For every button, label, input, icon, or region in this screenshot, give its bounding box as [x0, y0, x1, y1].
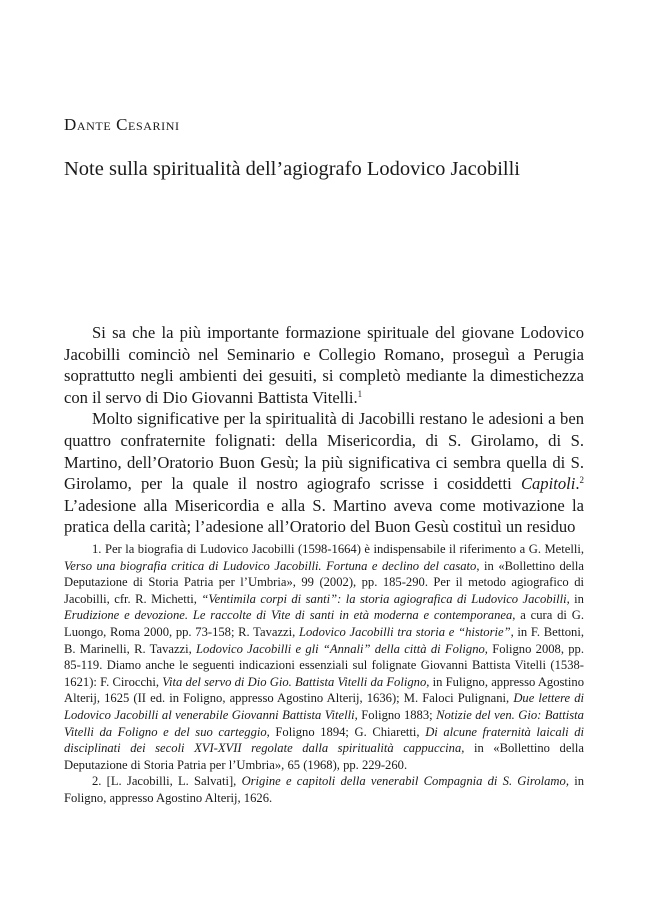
article-title: Note sulla spiritualità dell’agiografo Lodovico Jacobilli	[64, 158, 521, 180]
footnotes	[64, 541, 584, 807]
footnote-ref-2[interactable]: 2	[579, 475, 584, 486]
footnote-2: 2. [L. Jacobilli, L. Salvati], Origine e capitoli della venerabil Compagnia di S. Girolamo, in Foligno, appresso Agostino Alterij, 1626.	[64, 774, 584, 805]
article-body	[64, 322, 584, 538]
author-name: Dante Cesarini	[64, 115, 180, 134]
body-paragraph-2: Molto significative per la spiritualità di Jacobilli restano le adesioni a ben quattro confraternite folignati: della Misericordia, di S. Girolamo, di S. Martino, dell’Oratorio Buon Gesù; la più significativa ci sembra quella di S. Girolamo, per la quale il nostro agiografo scrisse i cosiddetti Capitoli.$^2$ L’adesione alla Misericordia e alla S. Martino aveva come motivazione la pratica della carità; l’adesione all’Oratorio del Buon Gesù costituì un residuo	[64, 409, 584, 537]
body-paragraph-1: Si sa che la più importante formazione spirituale del giovane Lodovico Jacobilli cominciò nel Seminario e Collegio Romano, proseguì a Perugia soprattutto negli ambienti dei gesuiti, si completò mediante la dimestichezza con il servo di Dio Giovanni Battista Vitelli.$^1$	[64, 323, 584, 407]
footnote-1: 1. Per la biografia di Ludovico Jacobilli (1598-1664) è indispensabile il riferimento a G. Metelli, Verso una biografia critica di Ludovico Jacobilli. Fortuna e declino del casato, in «Bollettino della Deputazione di Storia Patria per l’Umbria», 99 (2002), pp. 185-290. Per il metodo agiografico di Jacobilli, cfr. R. Michetti, “Ventimila corpi di santi”: la storia agiografica di Ludovico Jacobilli, in Erudizione e devozione. Le raccolte di Vite di santi in età moderna e contemporanea, a cura di G. Luongo, Roma 2000, pp. 73-158; R. Tavazzi, Lodovico Jacobilli tra storia e “historie”, in F. Bettoni, B. Marinelli, R. Tavazzi, Lodovico Jacobilli e gli “Annali” della città di Foligno, Foligno 2008, pp. 85-119. Diamo anche le seguenti indicazioni essenziali sul folignate Giovanni Battista Vitelli (1538-1621): F. Cirocchi, Vita del servo di Dio Gio. Battista Vitelli da Foligno, in Fuligno, appresso Agostino Alterij, 1625 (II ed. in Foligno, appresso Agostino Alterij, 1636); M. Faloci Pulignani, Due lettere di Lodovico Jacobilli al venerabile Giovanni Battista Vitelli, Foligno 1883; Notizie del ven. Gio: Battista Vitelli da Foligno e del suo carteggio, Foligno 1894; G. Chiaretti, Di alcune fraternità laicali di disciplinati dei secoli XVI-XVII regolate dalla spiritualità cappuccina, in «Bollettino della Deputazione di Storia Patria per l’Umbria», 65 (1968), pp. 229-260.	[64, 542, 585, 772]
footnote-ref-1[interactable]: 1	[357, 388, 363, 399]
